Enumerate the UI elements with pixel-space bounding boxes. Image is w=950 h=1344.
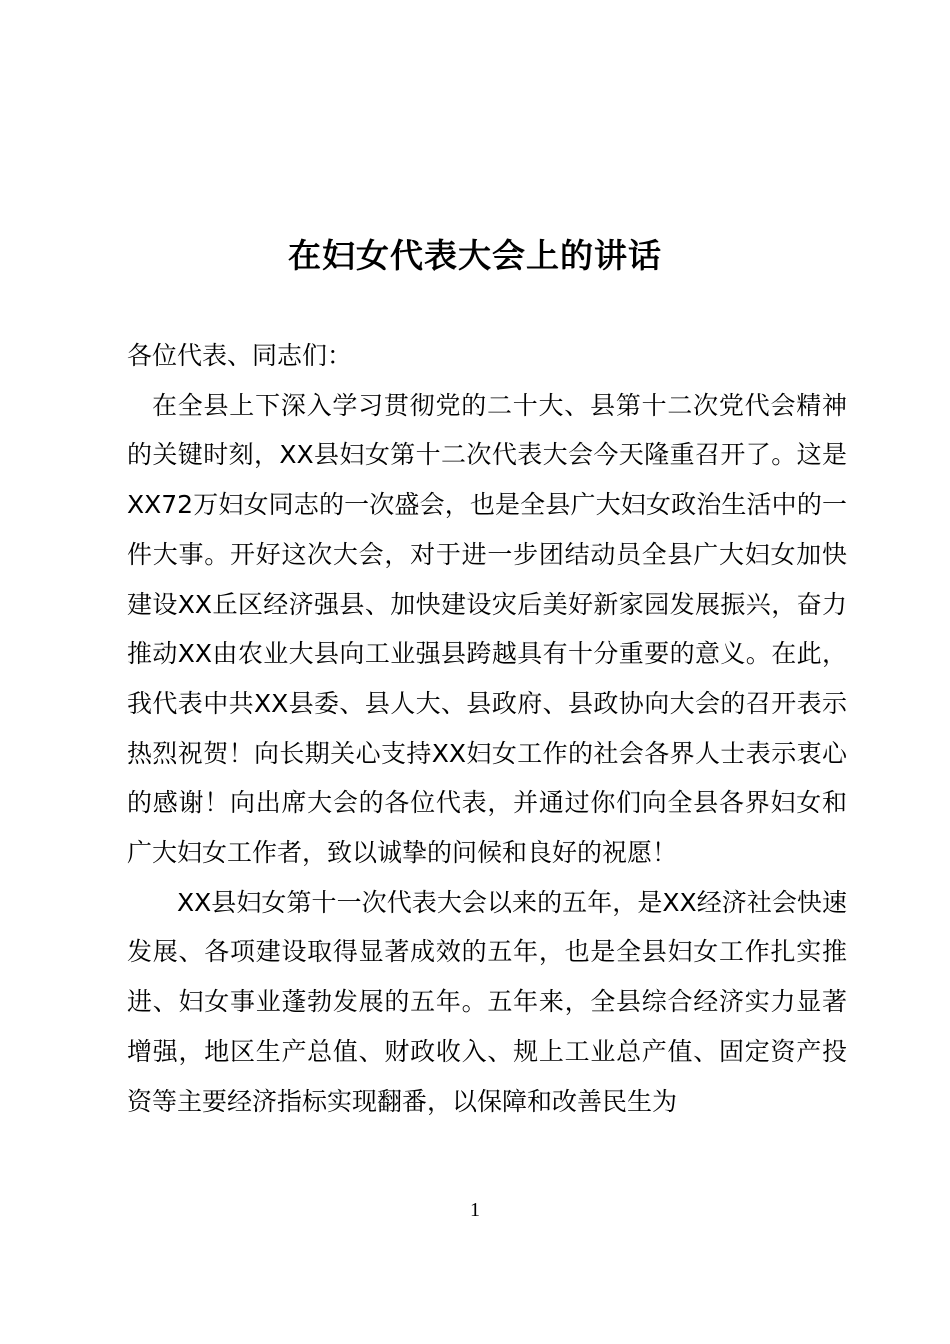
paragraph-1: 在全县上下深入学习贯彻党的二十大、县第十二次党代会精神的关键时刻，XX县妇女第十二次代表大会今天隆重召开了。这是XX72万妇女同志的一次盛会，也是全县广大妇女政治生活中的一件大事。开好这次大会，对于进一步团结动员全县广大妇女加快建设XX丘区经济强县、加快建设灾后美好新家园发展振兴，奋力推动XX由农业大县向工业强县跨越具有十分重要的意义。在此，我代表中共XX县委、县人大、县政府、县政协向大会的召开表示热烈祝贺！向长期关心支持XX妇女工作的社会各界人士表示衷心的感谢！向出席大会的各位代表，并通过你们向全县各界妇女和广大妇女工作者，致以诚挚的问候和良好的祝愿！: [127, 390, 847, 868]
document-body: [127, 331, 847, 1126]
document-title: 在妇女代表大会上的讲话: [288, 236, 662, 275]
salutation: 各位代表、同志们：: [127, 341, 353, 370]
page-number: 1: [470, 1199, 480, 1221]
paragraph-2: XX县妇女第十一次代表大会以来的五年，是XX经济社会快速发展、各项建设取得显著成效的五年，也是全县妇女工作扎实推进、妇女事业蓬勃发展的五年。五年来，全县综合经济实力显著增强，地区生产总值、财政收入、规上工业总产值、固定资产投资等主要经济指标实现翻番，以保障和改善民生为: [127, 887, 847, 1116]
